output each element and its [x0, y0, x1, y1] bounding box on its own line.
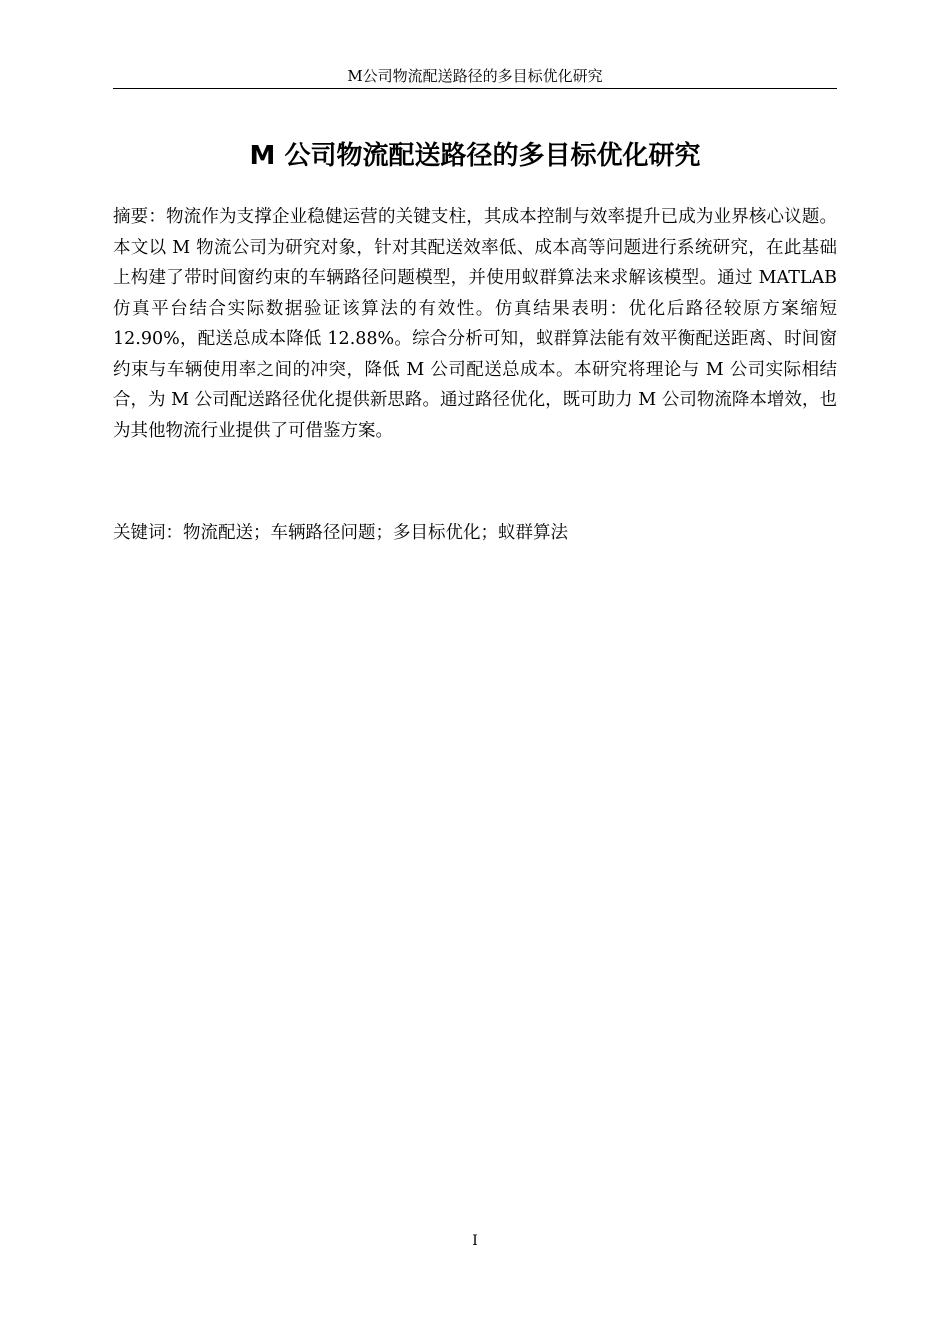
paper-title: M 公司物流配送路径的多目标优化研究: [249, 141, 701, 171]
abstract-text: 物流作为支撑企业稳健运营的关键支柱，其成本控制与效率提升已成为业界核心议题。本文以 M 物流公司为研究对象，针对其配送效率低、成本高等问题进行系统研究，在此基础上构建了带时间窗约束的车辆路径问题模型，并使用蚁群算法来求解该模型。通过 MATLAB 仿真平台结合实际数据验证该算法的有效性。仿真结果表明：优化后路径较原方案缩短 12.90%，配送总成本降低 12.88%。综合分析可知，蚁群算法能有效平衡配送距离、时间窗约束与车辆使用率之间的冲突，降低 M 公司配送总成本。本研究将理论与 M 公司实际相结合，为 M 公司配送路径优化提供新思路。通过路径优化，既可助力 M 公司物流降本增效，也为其他物流行业提供了可借鉴方案。: [113, 207, 838, 441]
keywords-paragraph: [113, 518, 837, 548]
header-rule: [113, 88, 837, 89]
running-header: M公司物流配送路径的多目标优化研究: [347, 67, 603, 85]
keywords-text: 物流配送；车辆路径问题；多目标优化；蚁群算法: [183, 523, 568, 543]
keywords-label: 关键词：: [113, 523, 183, 543]
abstract-paragraph: [113, 202, 837, 446]
page-number: I: [472, 1233, 478, 1249]
abstract-label: 摘要：: [113, 207, 166, 227]
